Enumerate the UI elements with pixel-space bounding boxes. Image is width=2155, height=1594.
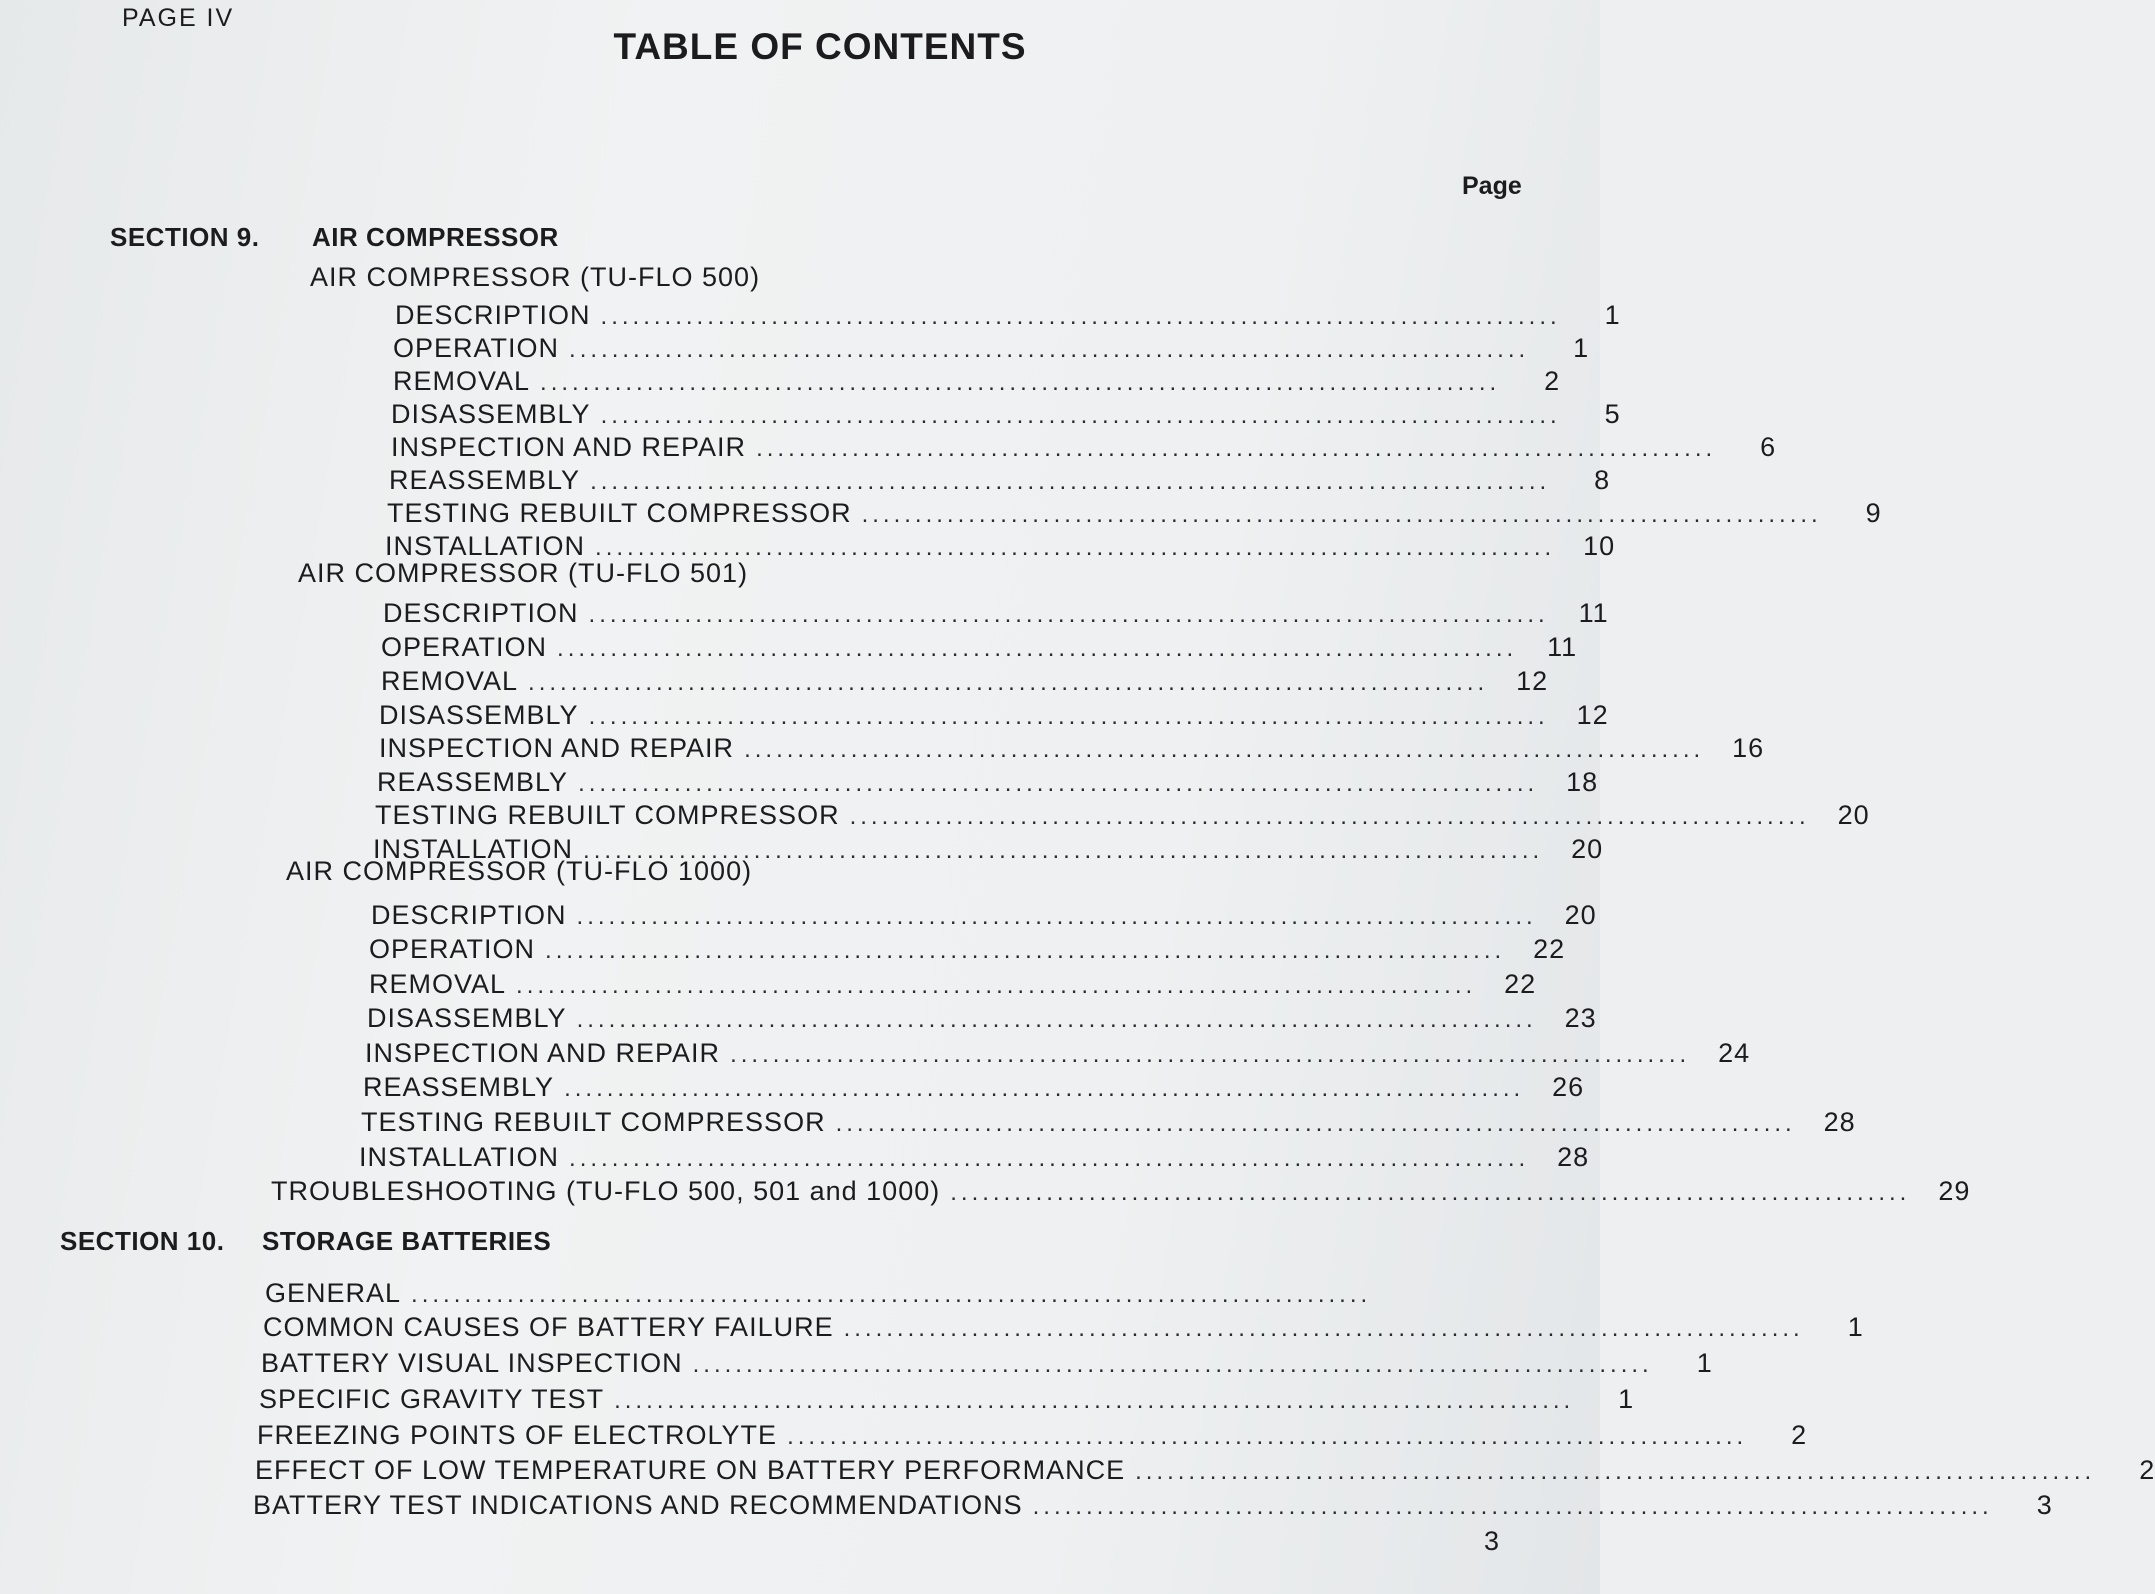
toc-entry[interactable]: [393, 366, 1561, 398]
dot-leader: ..........................................................................................: [588, 703, 1549, 730]
dot-leader: ..........................................................................................: [835, 1110, 1796, 1137]
toc-entry-page: 1: [1573, 333, 1590, 363]
toc-entry-page: 12: [1576, 700, 1609, 730]
dot-leader: ..........................................................................................: [756, 435, 1717, 462]
toc-entry-label: COMMON CAUSES OF BATTERY FAILURE: [263, 1312, 834, 1342]
dot-leader: ..........................................................................................: [528, 669, 1489, 696]
dot-leader: ..........................................................................................: [583, 837, 1544, 864]
dot-leader: ..........................................................................................: [861, 501, 1822, 528]
toc-entry-label: GENERAL: [265, 1278, 402, 1308]
dot-leader: ..........................................................................................: [576, 903, 1537, 930]
dot-leader: ..........................................................................................: [576, 1006, 1537, 1033]
page-number: PAGE IV: [122, 4, 235, 32]
toc-entry[interactable]: [389, 465, 1611, 497]
dot-leader: ..........................................................................................: [692, 1351, 1653, 1378]
toc-entry[interactable]: [255, 1455, 2155, 1487]
toc-entry[interactable]: [379, 733, 1765, 765]
page-column-header: Page: [1462, 172, 1522, 200]
dot-leader: ..........................................................................................: [564, 1075, 1525, 1102]
toc-entry[interactable]: [369, 934, 1566, 966]
dot-leader: ..........................................................................................: [557, 635, 1518, 662]
toc-entry-page: 28: [1557, 1142, 1590, 1172]
toc-entry[interactable]: [259, 1384, 1635, 1416]
toc-entry-label: REASSEMBLY: [363, 1072, 555, 1102]
toc-entry-label: INSTALLATION: [373, 834, 574, 864]
toc-entry-label: EFFECT OF LOW TEMPERATURE ON BATTERY PERFORMANCE: [255, 1455, 1126, 1485]
toc-entry[interactable]: [263, 1312, 1864, 1344]
toc-entry-page: 1: [1696, 1348, 1713, 1378]
toc-entry-page: 28: [1823, 1107, 1856, 1137]
toc-entry[interactable]: [381, 666, 1549, 698]
toc-entry[interactable]: [387, 498, 1882, 530]
dot-leader: ..........................................................................................: [578, 770, 1539, 797]
toc-entry-page: 1: [1604, 300, 1621, 330]
section-9-heading: [110, 222, 559, 253]
dot-leader: ..........................................................................................: [588, 601, 1549, 628]
toc-entry-label: DESCRIPTION: [383, 598, 579, 628]
toc-entry-page: 8: [1594, 465, 1611, 495]
dot-leader: ..........................................................................................: [614, 1387, 1575, 1414]
toc-entry-label: OPERATION: [381, 632, 548, 662]
toc-entry-page: 11: [1547, 632, 1578, 662]
toc-entry[interactable]: [383, 598, 1609, 630]
toc-entry-page: 18: [1566, 767, 1599, 797]
dot-leader: ..........................................................................................: [950, 1179, 1911, 1206]
toc-entry-page: 12: [1516, 666, 1549, 696]
toc-entry[interactable]: [395, 300, 1621, 332]
toc-entry-page: 2: [1791, 1420, 1808, 1450]
toc-entry[interactable]: [391, 399, 1621, 431]
dot-leader: ..........................................................................................: [600, 402, 1561, 429]
toc-entry[interactable]: [361, 1107, 1856, 1139]
toc-entry[interactable]: [393, 333, 1590, 365]
toc-entry-label: DISASSEMBLY: [391, 399, 591, 429]
toc-entry-troubleshooting[interactable]: [271, 1176, 1971, 1208]
toc-entry-label: REMOVAL: [393, 366, 531, 396]
toc-entry[interactable]: [375, 800, 1870, 832]
dot-leader: ..........................................................................................: [849, 803, 1810, 830]
dot-leader: ..........................................................................................: [569, 1145, 1530, 1172]
toc-entry[interactable]: [367, 1003, 1597, 1035]
dot-leader: ..........................................................................................: [595, 534, 1556, 561]
toc-entry[interactable]: [377, 767, 1599, 799]
toc-entry-page-overflow: [1440, 1526, 1518, 1558]
section-10-title: STORAGE BATTERIES: [262, 1226, 552, 1256]
toc-entry[interactable]: [253, 1490, 2053, 1522]
toc-entry-label: REASSEMBLY: [377, 767, 569, 797]
toc-entry-label: TESTING REBUILT COMPRESSOR: [387, 498, 852, 528]
toc-entry-page: 16: [1732, 733, 1765, 763]
toc-entry-label: INSPECTION AND REPAIR: [379, 733, 735, 763]
dot-leader: ..........................................................................................: [843, 1315, 1804, 1342]
toc-entry[interactable]: [257, 1420, 1808, 1452]
toc-entry-label: REMOVAL: [369, 969, 507, 999]
section-10-heading: [60, 1226, 551, 1257]
toc-entry-label: OPERATION: [369, 934, 536, 964]
toc-entry-page: 9: [1865, 498, 1882, 528]
toc-entry[interactable]: [379, 700, 1609, 732]
toc-entry-page: 26: [1552, 1072, 1585, 1102]
toc-entry[interactable]: [365, 1038, 1751, 1070]
toc-entry[interactable]: [363, 1072, 1585, 1104]
toc-entry-label: DESCRIPTION: [395, 300, 591, 330]
toc-entry[interactable]: [381, 632, 1578, 664]
toc-entry-label: INSTALLATION: [359, 1142, 560, 1172]
subsection-heading: AIR COMPRESSOR (TU-FLO 1000): [286, 856, 753, 886]
toc-entry-page: 1: [1618, 1384, 1635, 1414]
dot-leader: ..........................................................................................: [590, 468, 1551, 495]
toc-entry-page: 3: [1483, 1526, 1500, 1556]
dot-leader: ..........................................................................................: [1032, 1493, 1993, 1520]
toc-entry-page: 6: [1760, 432, 1777, 462]
page-title: TABLE OF CONTENTS: [613, 26, 1027, 67]
toc-entry-label: SPECIFIC GRAVITY TEST: [259, 1384, 605, 1414]
toc-entry-label: FREEZING POINTS OF ELECTROLYTE: [257, 1420, 778, 1450]
dot-leader: ..........................................................................................: [730, 1041, 1691, 1068]
section-9-title: AIR COMPRESSOR: [312, 222, 559, 252]
toc-entry-page: 20: [1571, 834, 1604, 864]
toc-entry-label: REASSEMBLY: [389, 465, 581, 495]
toc-entry-page: 23: [1564, 1003, 1597, 1033]
toc-entry-page: 20: [1837, 800, 1870, 830]
toc-entry-page: 2: [1544, 366, 1561, 396]
toc-entry-label: BATTERY TEST INDICATIONS AND RECOMMENDATIONS: [253, 1490, 1023, 1520]
toc-entry-page: 22: [1504, 969, 1537, 999]
toc-entry-page: 24: [1718, 1038, 1751, 1068]
toc-entry-label: TESTING REBUILT COMPRESSOR: [361, 1107, 826, 1137]
dot-leader: ..........................................................................................: [411, 1281, 1372, 1308]
toc-entry-page: 22: [1533, 934, 1566, 964]
dot-leader: ..........................................................................................: [600, 303, 1561, 330]
section-10-label: SECTION 10.: [60, 1226, 225, 1256]
toc-entry[interactable]: [369, 969, 1537, 1001]
subsection-heading: AIR COMPRESSOR (TU-FLO 501): [298, 558, 749, 588]
toc-entry[interactable]: [371, 900, 1597, 932]
toc-entry-page: 2: [2139, 1455, 2155, 1485]
toc-entry-page: 29: [1938, 1176, 1971, 1206]
toc-entry-label: DISASSEMBLY: [367, 1003, 567, 1033]
toc-entry[interactable]: [265, 1278, 1465, 1310]
dot-leader: ..........................................................................................: [787, 1423, 1748, 1450]
toc-entry-label: REMOVAL: [381, 666, 519, 696]
toc-entry-label: TROUBLESHOOTING (TU-FLO 500, 501 and 1000): [271, 1176, 941, 1206]
toc-entry-label: DESCRIPTION: [371, 900, 567, 930]
toc-entry-label: BATTERY VISUAL INSPECTION: [261, 1348, 683, 1378]
toc-entry-page: 20: [1564, 900, 1597, 930]
toc-entry-page: 10: [1583, 531, 1616, 561]
toc-entry-page: 3: [2036, 1490, 2053, 1520]
dot-leader: ..........................................................................................: [516, 972, 1477, 999]
dot-leader: ..........................................................................................: [540, 369, 1501, 396]
toc-entry-label: INSPECTION AND REPAIR: [391, 432, 747, 462]
toc-entry[interactable]: [261, 1348, 1713, 1380]
toc-entry-label: TESTING REBUILT COMPRESSOR: [375, 800, 840, 830]
dot-leader: ..........................................................................................: [744, 736, 1705, 763]
toc-entry-page: 1: [1847, 1312, 1864, 1342]
toc-entry-label: DISASSEMBLY: [379, 700, 579, 730]
toc-entry-label: INSTALLATION: [385, 531, 586, 561]
toc-entry[interactable]: [391, 432, 1777, 464]
dot-leader: ..........................................................................................: [569, 336, 1530, 363]
toc-entry-label: INSPECTION AND REPAIR: [365, 1038, 721, 1068]
toc-entry-label: OPERATION: [393, 333, 560, 363]
toc-entry-page: 11: [1578, 598, 1609, 628]
toc-entry[interactable]: [359, 1142, 1590, 1174]
subsection-heading: AIR COMPRESSOR (TU-FLO 500): [310, 262, 761, 292]
toc-entry-page: 5: [1604, 399, 1621, 429]
dot-leader: ..........................................................................................: [1135, 1458, 2096, 1485]
section-9-label: SECTION 9.: [110, 222, 260, 252]
dot-leader: ..........................................................................................: [545, 937, 1506, 964]
